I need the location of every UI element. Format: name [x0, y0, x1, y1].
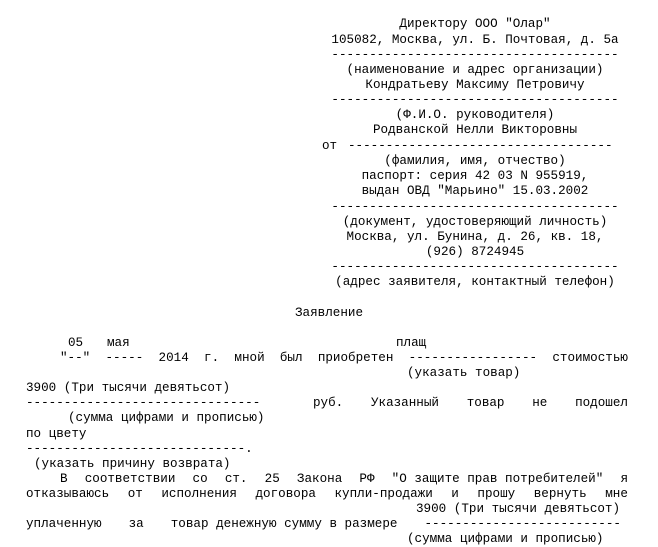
word: договора	[255, 487, 316, 501]
word: товар денежную сумму в размере	[170, 517, 398, 531]
fill-day: 05	[68, 336, 84, 350]
applicant-phone: (926) 8724945	[425, 245, 525, 259]
word: мне	[605, 487, 628, 501]
word: РФ	[359, 472, 375, 486]
caption-organization: (наименование и адрес организации)	[346, 63, 604, 77]
rule-director: --------------------------------------	[331, 93, 619, 107]
caption-sum: (сумма цифрами и прописью)	[68, 411, 265, 425]
word: товар	[466, 396, 505, 410]
date-day-blank: "--"	[60, 351, 91, 365]
from-prefix: от	[322, 139, 338, 153]
law-reference-line	[60, 472, 628, 487]
law-title: "О защите прав потребителей"	[391, 472, 604, 486]
word: В	[60, 472, 68, 486]
word: не	[532, 396, 548, 410]
item-blank: -----------------	[408, 351, 538, 365]
fill-month: мая	[107, 336, 130, 350]
word: от	[127, 487, 143, 501]
caption-director: (Ф.И.О. руководителя)	[395, 108, 555, 122]
word: за	[128, 517, 144, 531]
word: 25	[264, 472, 280, 486]
word: отказываюсь	[26, 487, 110, 501]
date-month-blank: -----	[105, 351, 144, 365]
passport-issued: выдан ОВД "Марьино" 15.03.2002	[361, 184, 589, 198]
word: был	[279, 351, 303, 365]
refusal-line	[26, 487, 628, 502]
applicant-name: Родванской Нелли Викторовны	[372, 123, 578, 137]
reason-rule: -----------------------------.	[26, 442, 253, 456]
word: приобретен	[317, 351, 394, 365]
caption-item: (указать товар)	[407, 366, 521, 380]
rule-document: --------------------------------------	[331, 200, 619, 214]
refund-line	[26, 517, 621, 532]
rule-address: --------------------------------------	[331, 260, 619, 274]
caption-reason: (указать причину возврата)	[34, 457, 231, 471]
reason-text: по цвету	[26, 427, 87, 441]
word: прошу	[477, 487, 516, 501]
word: исполнения	[161, 487, 237, 501]
rule-organization: --------------------------------------	[331, 48, 619, 62]
rule-applicant: -----------------------------------	[348, 139, 613, 153]
word: стоимостью	[552, 351, 628, 365]
word: соответствии	[84, 472, 176, 486]
word: и	[451, 487, 459, 501]
word: со	[192, 472, 208, 486]
price-rule: -------------------------------	[26, 396, 261, 410]
addressee-line: Директору ООО "Олар"	[399, 17, 551, 31]
word: уплаченную	[26, 517, 102, 531]
word: мной	[234, 351, 265, 365]
word: ст.	[224, 472, 248, 486]
purchase-line	[60, 351, 628, 366]
passport-line: паспорт: серия 42 03 N 955919,	[361, 169, 589, 183]
word: подошел	[575, 396, 628, 410]
word: я	[620, 472, 628, 486]
price-words: 3900 (Три тысячи девятьсот)	[26, 381, 231, 395]
caption-applicant: (фамилия, имя, отчество)	[384, 154, 566, 168]
fill-item: плащ	[396, 336, 427, 350]
refund-words: 3900 (Три тысячи девятьсот)	[416, 502, 621, 516]
applicant-address: Москва, ул. Бунина, д. 26, кв. 18,	[346, 230, 604, 244]
document-title: Заявление	[294, 306, 364, 320]
director-name: Кондратьеву Максиму Петровичу	[365, 78, 585, 92]
unsuitable-line	[313, 396, 628, 411]
refund-rule: --------------------------	[424, 517, 621, 531]
caption-document: (документ, удостоверяющий личность)	[342, 215, 608, 229]
year: 2014	[158, 351, 189, 365]
word: Закона	[296, 472, 343, 486]
word: Указанный	[370, 396, 439, 410]
word: руб.	[313, 396, 344, 410]
year-suffix: г.	[204, 351, 220, 365]
word: вернуть	[533, 487, 587, 501]
word: купли-продажи	[334, 487, 433, 501]
organization-address: 105082, Москва, ул. Б. Почтовая, д. 5а	[331, 33, 619, 47]
caption-address: (адрес заявителя, контактный телефон)	[335, 275, 615, 289]
caption-sum-2: (сумма цифрами и прописью)	[407, 532, 604, 546]
